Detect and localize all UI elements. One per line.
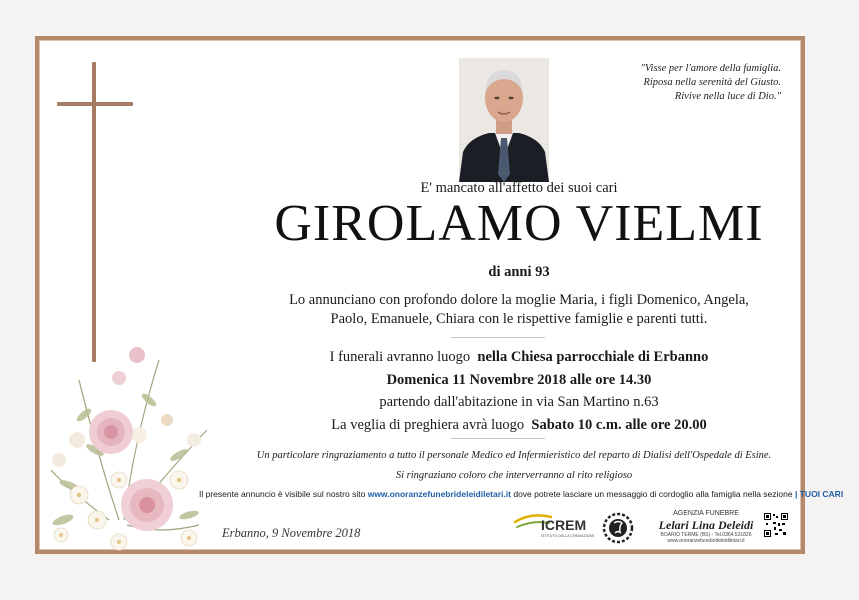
divider — [451, 337, 545, 338]
funeral-departure: partendo dall'abitazione in via San Martino n.63 — [379, 394, 659, 410]
agency-website[interactable]: www.onoranzefunebrideleidiletari.it — [667, 538, 745, 544]
tuoi-cari-link[interactable]: TUOI CARI — [799, 489, 844, 499]
announcement — [229, 291, 809, 329]
deceased-age: di anni 93 — [488, 264, 550, 280]
vigil-line — [229, 414, 809, 437]
agency-name: Lelari Lina Deleidi — [658, 518, 754, 532]
agency-address: BOARIO TERME (BS) - Tel.0364.531826 — [660, 532, 752, 538]
announcement-line: Lo annunciano con profondo dolore la moglie Maria, i figli Domenico, Angela, — [289, 292, 749, 308]
agency-label: AGENZIA FUNEBRE — [673, 510, 739, 517]
agency-info — [639, 510, 773, 544]
flower-bouquet-icon — [39, 320, 219, 554]
icrem-logo-name: ICREM — [541, 517, 587, 533]
online-notice-prefix: Il presente annuncio è visibile sul nostro sito — [199, 489, 366, 499]
announcement-line: Paolo, Emanuele, Chiara con le rispettive famiglie e parenti tutti. — [330, 311, 708, 327]
epitaph-quote — [599, 62, 781, 104]
qr-code-icon — [764, 513, 788, 537]
thanks-line: Un particolare ringraziamento a tutto il personale Medico ed Infermieristico del reparto di Dialisi dell'Ospedale di Esine. — [256, 450, 772, 461]
funeral-details — [229, 346, 809, 436]
thanks-line: Si ringraziano coloro che interverranno al rito religioso — [395, 470, 633, 481]
cross-icon — [92, 62, 96, 362]
website-link[interactable]: www.onoranzefunebrideleidiletari.it — [367, 489, 511, 499]
portrait-photo — [459, 58, 549, 182]
divider — [451, 438, 545, 439]
online-notice-middle: dove potrete lasciare un messaggio di cordoglio alla famiglia nella sezione — [513, 489, 793, 499]
place-date: Erbanno, 9 Novembre 2018 — [222, 526, 361, 540]
funeral-place-prefix: I funerali avranno luogo — [329, 349, 471, 365]
icrem-logo — [513, 510, 595, 540]
deceased-name: GIROLAMO VIELMI — [274, 195, 764, 252]
quote-line: Riposa nella serenità del Giusto. — [643, 77, 781, 88]
separator: | — [794, 489, 798, 499]
vigil-prefix: La veglia di preghiera avrà luogo — [331, 416, 525, 433]
online-notice — [199, 489, 844, 499]
obituary-notice — [35, 36, 844, 554]
funeral-place: nella Chiesa parrocchiale di Erbanno — [477, 349, 709, 365]
icrem-logo-tagline: ISTITUTO DELLA CREMAZIONE — [541, 534, 595, 538]
cross-icon-crossbar — [57, 102, 133, 106]
funeral-datetime — [229, 369, 809, 392]
agency-emblem-icon — [602, 512, 634, 544]
quote-line: "Visse per l'amore della famiglia. — [640, 63, 781, 74]
vigil-when: Sabato 10 c.m. alle ore 20.00 — [531, 416, 707, 433]
intro-line: E' mancato all'affetto dei suoi cari — [420, 180, 618, 196]
funeral-place-line — [229, 346, 809, 369]
funeral-datetime-text: Domenica 11 Novembre 2018 alle ore 14.30 — [386, 371, 652, 388]
quote-line: Rivive nella luce di Dio." — [674, 91, 781, 102]
